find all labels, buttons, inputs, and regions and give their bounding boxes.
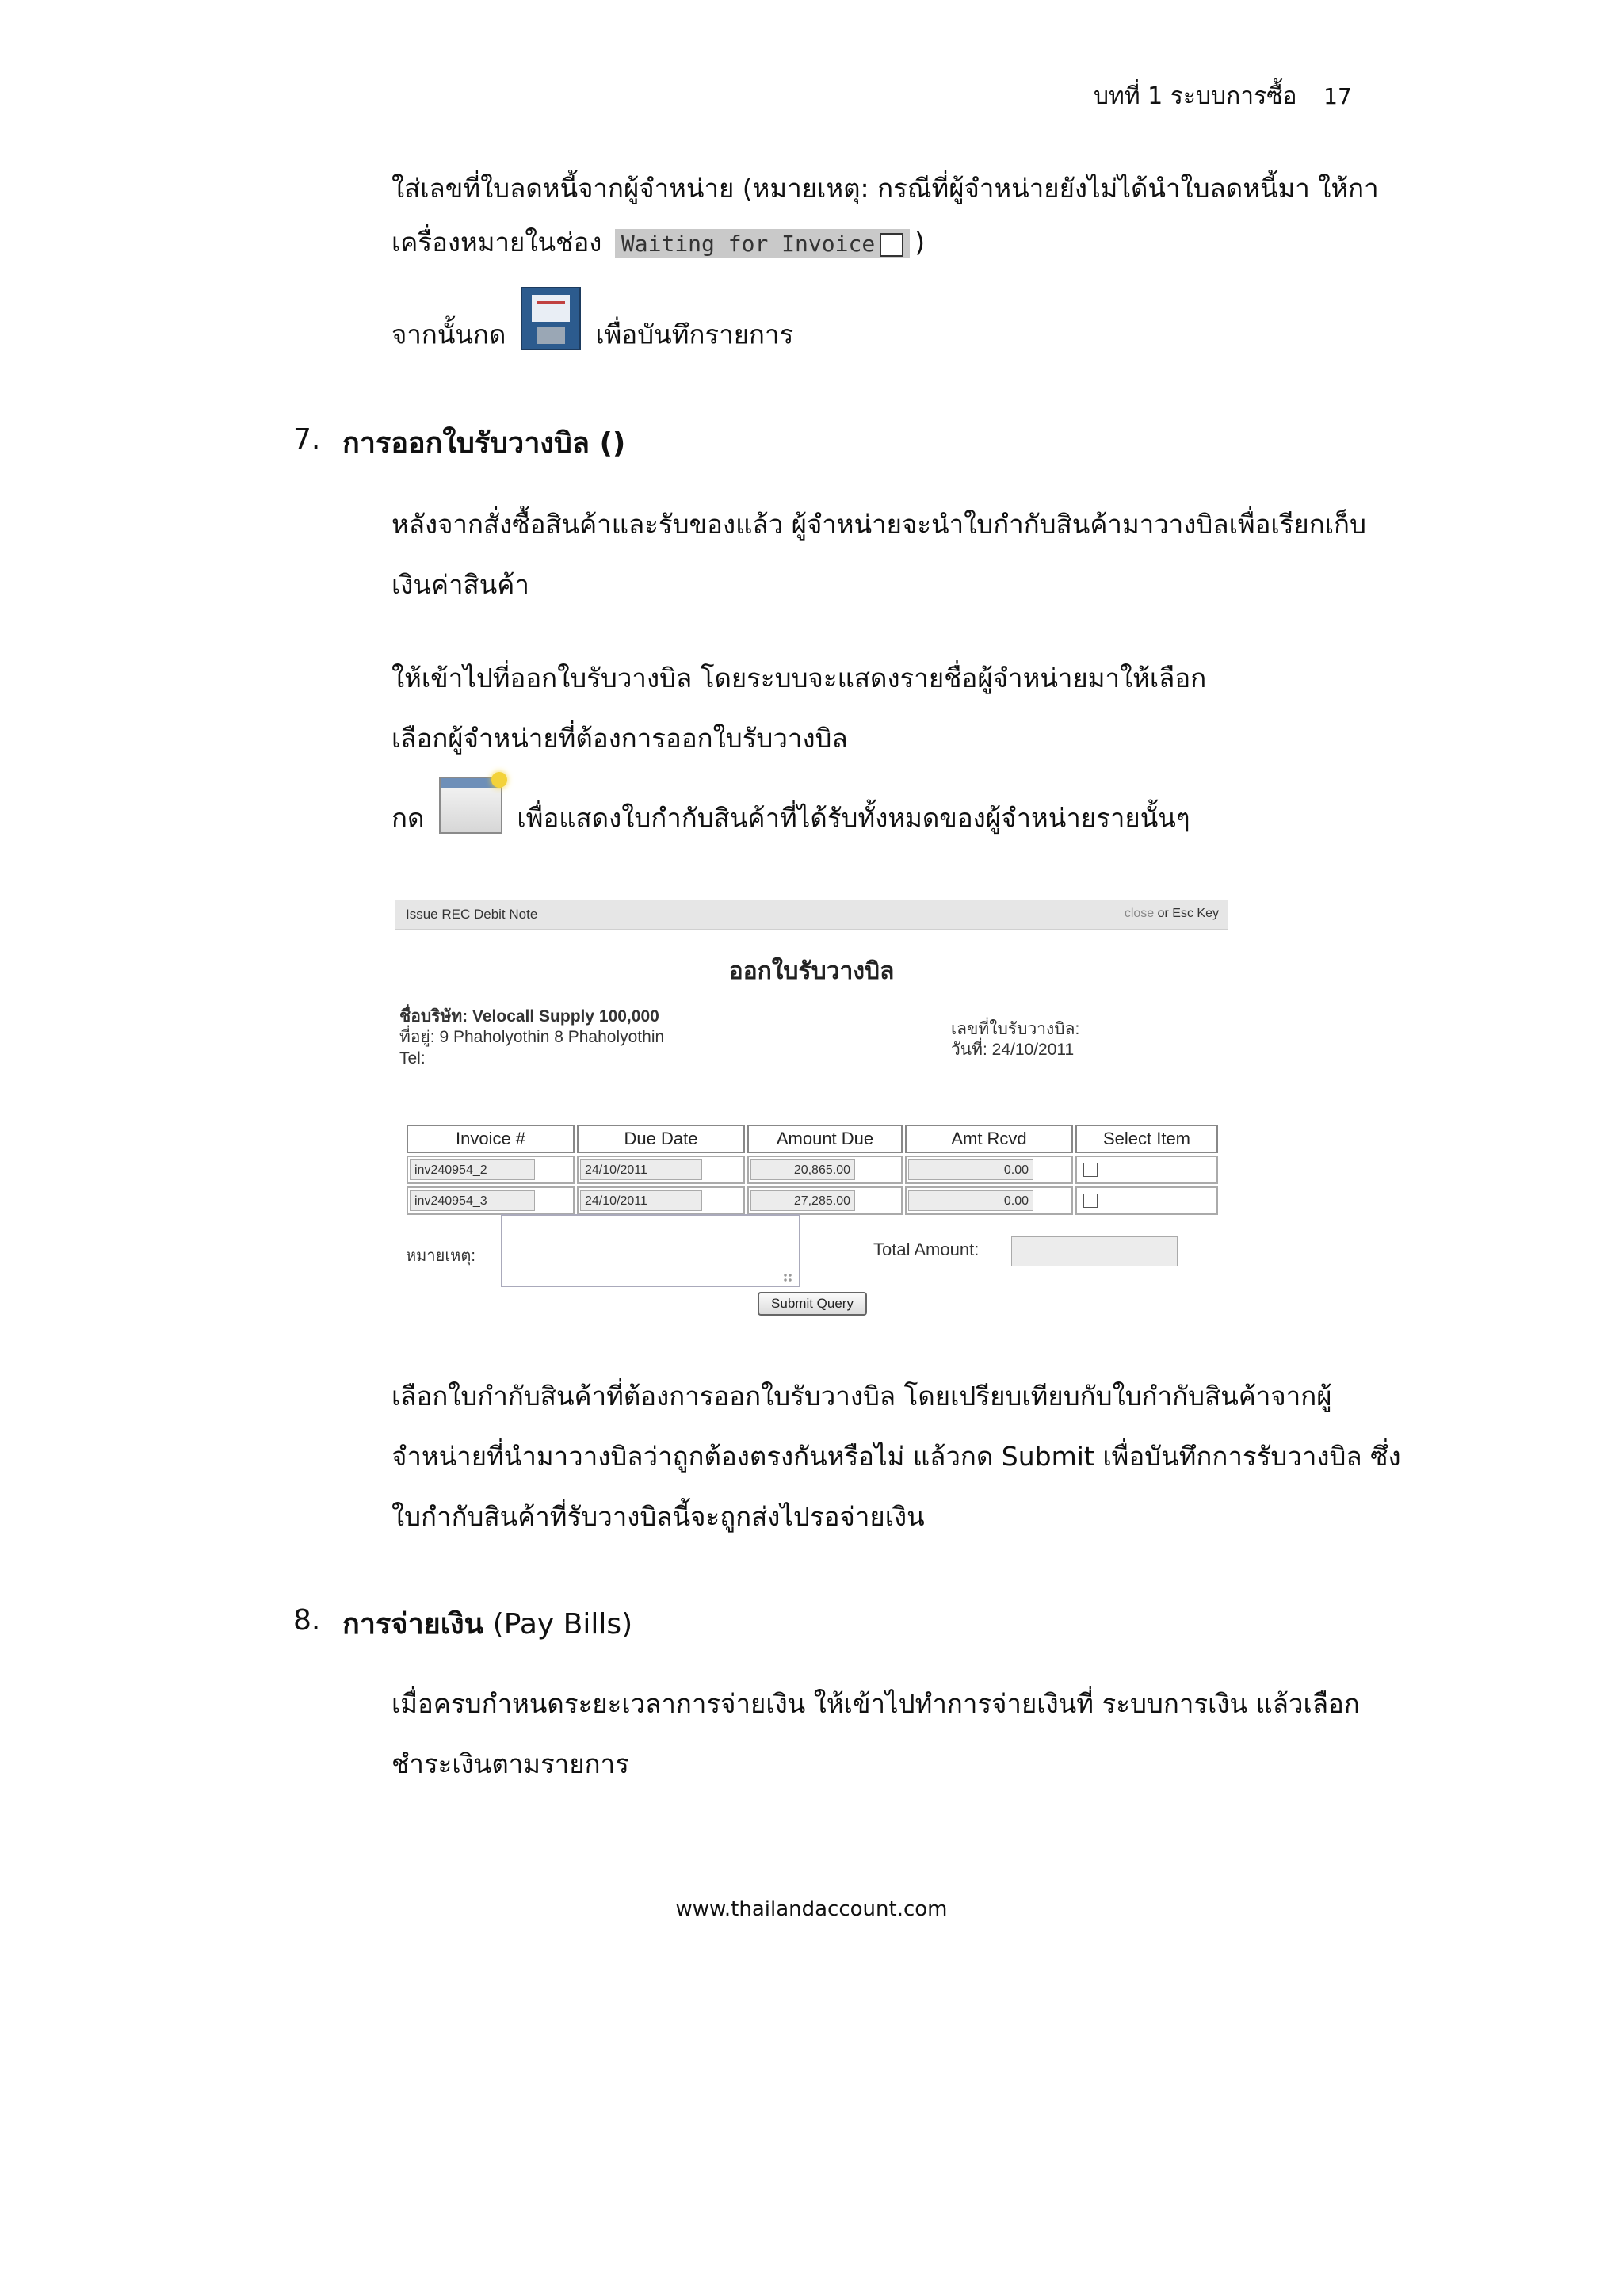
- section-8-title-rest: (Pay Bills): [483, 1608, 633, 1641]
- total-amount-field[interactable]: [1011, 1236, 1178, 1266]
- invoice-table: [404, 1122, 1220, 1217]
- date-value: 24/10/2011: [991, 1041, 1075, 1060]
- section-8-number: 8.: [293, 1604, 321, 1637]
- section-7-para3-prefix: กด: [391, 802, 425, 834]
- section-7-after-line3: ใบกำกับสินค้าที่รับวางบิลนี้จะถูกส่งไปรอจ่ายเงิน: [391, 1501, 925, 1532]
- amt-rcvd-field[interactable]: 0.00: [908, 1190, 1033, 1211]
- amt-rcvd-field[interactable]: 0.00: [908, 1159, 1033, 1180]
- section-8-para-line2: ชำระเงินตามรายการ: [391, 1748, 629, 1779]
- col-due-date: Due Date: [577, 1125, 745, 1153]
- section-7-para1-line1: หลังจากสั่งซื้อสินค้าและรับของแล้ว ผู้จำหน่ายจะนำใบกำกับสินค้ามาวางบิลเพื่อเรียกเก็บ: [391, 509, 1366, 540]
- section-7-para2-line1: ให้เข้าไปที่ออกใบรับวางบิล โดยระบบจะแสดงรายชื่อผู้จำหน่ายมาให้เลือก: [391, 663, 1207, 693]
- invoice-field[interactable]: inv240954_2: [410, 1159, 535, 1180]
- chapter-header: [1094, 82, 1352, 111]
- bill-info: [951, 1019, 1079, 1061]
- company-name: Velocall Supply 100,000: [472, 1007, 659, 1026]
- table-header-row: [407, 1125, 1218, 1153]
- section-7-after-line1: เลือกใบกำกับสินค้าที่ต้องการออกใบรับวางบิล โดยเปรียบเทียบกับใบกำกับสินค้าจากผู้: [391, 1381, 1332, 1412]
- col-amt-rcvd: Amt Rcvd: [905, 1125, 1073, 1153]
- due-date-field[interactable]: 24/10/2011: [580, 1159, 702, 1180]
- intro-line-2: [391, 227, 925, 258]
- section-8-title-bold: การจ่ายเงิน: [342, 1608, 484, 1641]
- date-label: วันที่:: [951, 1041, 987, 1060]
- window-title: Issue REC Debit Note: [406, 907, 538, 922]
- submit-query-button[interactable]: Submit Query: [758, 1292, 867, 1316]
- col-invoice: Invoice #: [407, 1125, 575, 1153]
- col-select-item: Select Item: [1075, 1125, 1218, 1153]
- show-invoices-window-icon[interactable]: [439, 777, 502, 834]
- chapter-title: บทที่ 1 ระบบการซื้อ: [1094, 82, 1297, 110]
- table-row: [407, 1156, 1218, 1184]
- intro-line-3-text: จากนั้นกด: [391, 319, 506, 350]
- company-label: ชื่อบริษัท:: [399, 1007, 468, 1026]
- issue-rec-debit-note-screenshot: [395, 900, 1228, 1328]
- bill-number-label: เลขที่ใบรับวางบิล:: [951, 1020, 1080, 1038]
- save-disk-icon[interactable]: [521, 287, 581, 350]
- window-titlebar: [395, 900, 1228, 930]
- invoice-field[interactable]: inv240954_3: [410, 1190, 535, 1211]
- section-7-para3: [391, 777, 1190, 834]
- waiting-for-invoice-checkbox[interactable]: [615, 229, 910, 259]
- form-title: ออกใบรับวางบิล: [728, 958, 895, 984]
- page-number: 17: [1323, 83, 1352, 109]
- waiting-for-invoice-label: Waiting for Invoice: [621, 230, 876, 257]
- amount-due-field[interactable]: 20,865.00: [750, 1159, 855, 1180]
- intro-line-3-suffix: เพื่อบันทึกรายการ: [595, 319, 794, 350]
- note-label: หมายเหตุ:: [406, 1247, 475, 1265]
- note-textarea[interactable]: [501, 1214, 800, 1287]
- address-label: ที่อยู่:: [399, 1028, 435, 1047]
- select-item-checkbox[interactable]: [1083, 1194, 1098, 1208]
- total-amount-label: Total Amount:: [873, 1240, 980, 1259]
- resize-handle-icon[interactable]: [783, 1273, 792, 1282]
- col-amount-due: Amount Due: [747, 1125, 903, 1153]
- intro-line-2-close: ): [915, 227, 926, 258]
- address-value: 9 Phaholyothin 8 Phaholyothin: [439, 1028, 665, 1047]
- table-row: [407, 1186, 1218, 1215]
- amount-due-field[interactable]: 27,285.00: [750, 1190, 855, 1211]
- close-link[interactable]: close: [1124, 907, 1155, 920]
- section-8-title: [342, 1601, 632, 1646]
- due-date-field[interactable]: 24/10/2011: [580, 1190, 702, 1211]
- select-item-checkbox[interactable]: [1083, 1163, 1098, 1177]
- section-7-after-line2: จำหน่ายที่นำมาวางบิลว่าถูกต้องตรงกันหรือไม่ แล้วกด Submit เพื่อบันทึกการรับวางบิล ซึ่ง: [391, 1441, 1401, 1472]
- company-info: [399, 1007, 664, 1069]
- section-7-para2-line2: เลือกผู้จำหน่ายที่ต้องการออกใบรับวางบิล: [391, 723, 848, 754]
- intro-line-3: [391, 287, 793, 350]
- intro-line-1: ใส่เลขที่ใบลดหนี้จากผู้จำหน่าย (หมายเหตุ: กรณีที่ผู้จำหน่ายยังไม่ได้นำใบลดหนี้มา ให้กา: [391, 173, 1379, 204]
- section-8-para-line1: เมื่อครบกำหนดระยะเวลาการจ่ายเงิน ให้เข้าไปทำการจ่ายเงินที่ ระบบการเงิน แล้วเลือก: [391, 1688, 1360, 1719]
- intro-line-2-text: เครื่องหมายในช่อง: [391, 227, 602, 258]
- tel-label: Tel:: [399, 1049, 426, 1068]
- esc-key-hint: or Esc Key: [1154, 907, 1219, 920]
- close-hint: [1125, 907, 1219, 921]
- footer-url: www.thailandaccount.com: [675, 1897, 948, 1921]
- section-7-para3-suffix: เพื่อแสดงใบกำกับสินค้าที่ได้รับทั้งหมดของผู้จำหน่ายรายนั้นๆ: [517, 802, 1190, 834]
- section-7-title: การออกใบรับวางบิล (): [342, 427, 626, 460]
- section-7-number: 7.: [293, 423, 321, 456]
- section-7-para1-line2: เงินค่าสินค้า: [391, 569, 529, 600]
- checkbox-icon: [880, 233, 903, 257]
